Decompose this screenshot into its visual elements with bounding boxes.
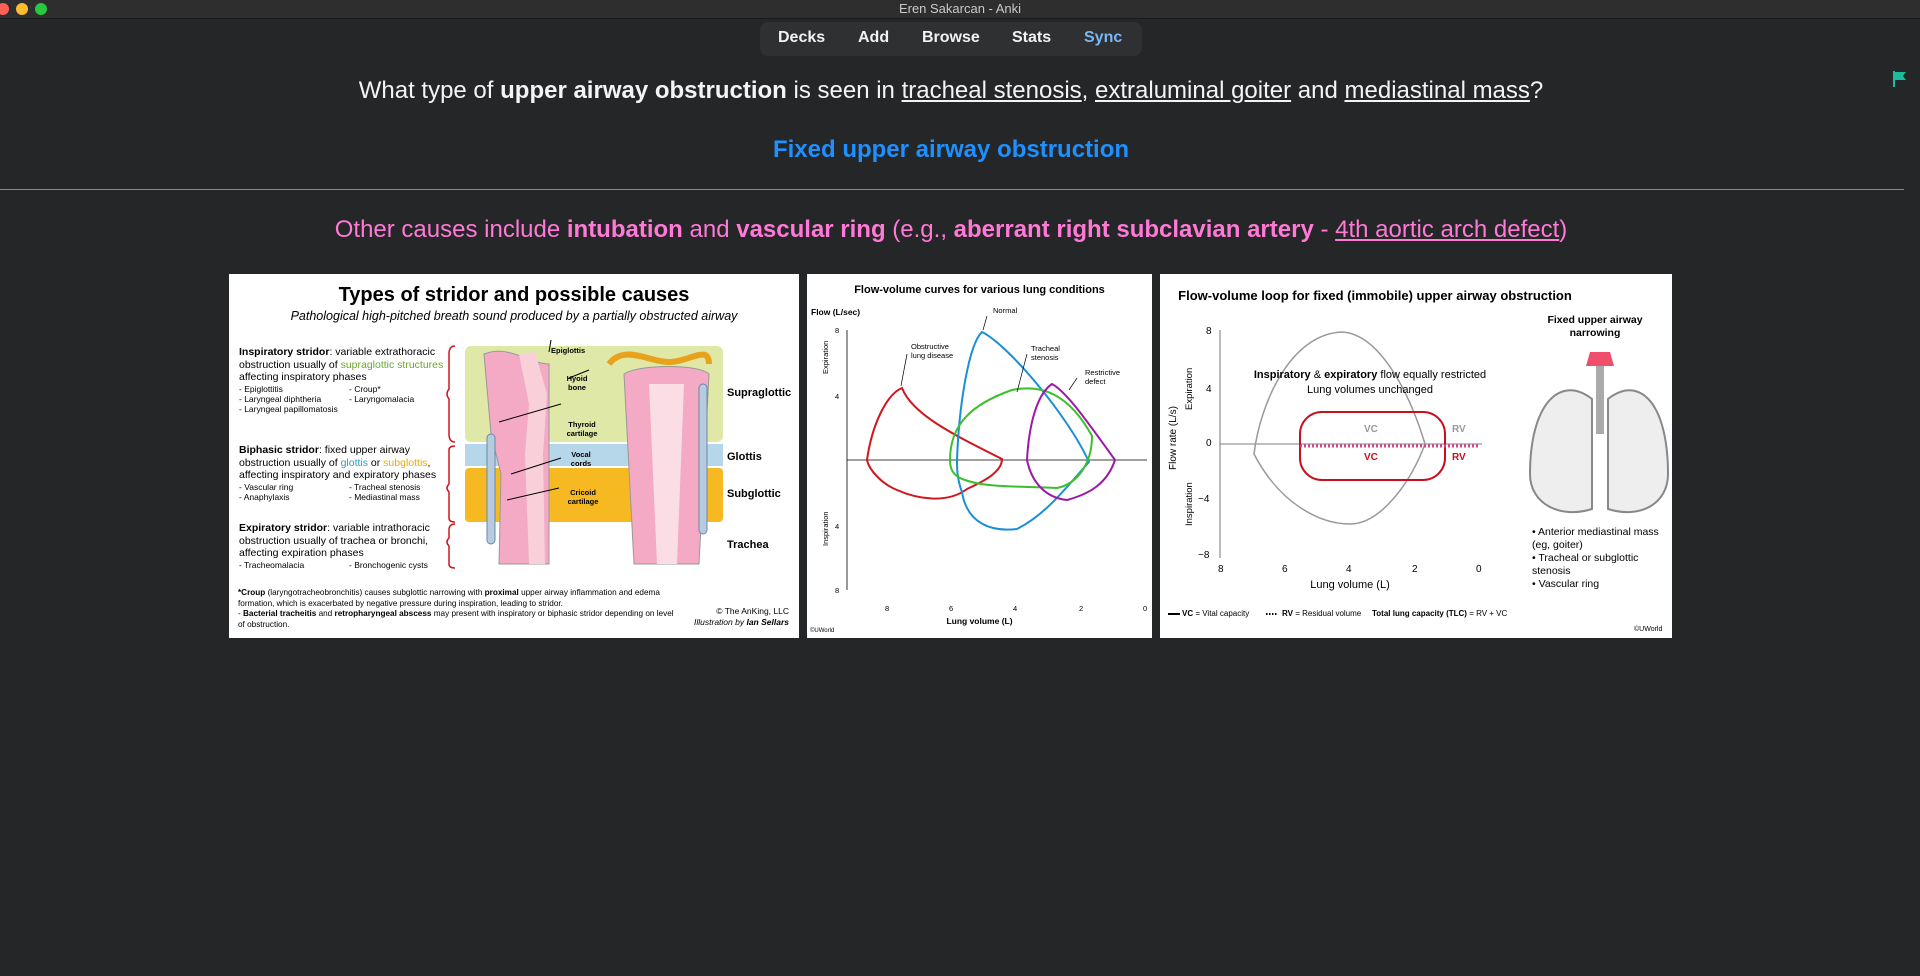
x-tick: 0: [1143, 604, 1148, 613]
cause-item: - Laryngomalacia: [349, 393, 415, 404]
inspiratory-text: : variable extrathoracic obstruction usually of: [239, 346, 436, 371]
window-title: Eren Sakarcan - Anki: [898, 1, 1022, 16]
extra-term: aberrant right subclavian artery: [953, 216, 1314, 243]
legend-rv: RV = Residual volume: [1282, 609, 1362, 618]
expiration-label: Expiration: [1184, 367, 1195, 410]
y-tick: 0: [1206, 438, 1212, 449]
y-tick: −8: [1198, 550, 1210, 561]
anatomy-label: Epiglottis: [551, 346, 586, 355]
footnote-term: Bacterial tracheitis: [243, 609, 317, 618]
biphasic-block: [239, 444, 454, 502]
x-tick: 4: [1346, 564, 1352, 575]
rv-red-label: RV: [1452, 452, 1466, 463]
x-tick: 8: [1218, 564, 1224, 575]
add-button[interactable]: Add: [858, 29, 890, 46]
region-label: Glottis: [727, 451, 762, 463]
question-term-mediastinal-mass: mediastinal mass: [1344, 77, 1530, 104]
expiration-label: Expiration: [821, 340, 830, 374]
y-tick: 8: [1206, 326, 1212, 337]
fixed-obstruction-figure: [1160, 274, 1672, 638]
stridor-title: Types of stridor and possible causes: [338, 284, 690, 306]
cause-item: - Croup*: [349, 383, 381, 394]
extra-text: ): [1559, 216, 1568, 243]
bullet-item: Vascular ring: [1538, 578, 1600, 590]
x-tick: 6: [1282, 564, 1288, 575]
question-term-tracheal-stenosis: tracheal stenosis: [901, 77, 1082, 104]
copyright: ©UWorld: [810, 628, 835, 634]
expiratory-text: : variable intrathoracic obstruction usually of trachea or bronchi, affecting expiration phases: [239, 522, 430, 559]
sync-button[interactable]: Sync: [1084, 29, 1123, 46]
rv-grey-label: RV: [1452, 424, 1466, 435]
y-tick: 4: [835, 522, 840, 531]
anatomy-label: Thyroid cartilage: [566, 420, 598, 438]
card-extra: [0, 216, 1902, 244]
footnote-term: retropharyngeal abscess: [334, 609, 432, 618]
window-titlebar: [0, 0, 1920, 19]
region-label: Supraglottic: [727, 387, 792, 399]
footnote-text: (laryngotracheobronchitis) causes subglottic narrowing with: [265, 588, 485, 597]
fixed-title: Flow-volume loop for fixed (immobile) upper airway obstruction: [1178, 288, 1572, 303]
inspiratory-heading: Inspiratory stridor: [239, 346, 330, 358]
biphasic-text: : fixed upper airway obstruction usually of: [239, 444, 410, 469]
y-tick: 8: [835, 586, 840, 595]
vc-grey-label: VC: [1364, 424, 1378, 435]
biphasic-causes: [239, 482, 454, 502]
copyright: ©UWorld: [1634, 626, 1663, 633]
y-axis-label: Flow rate (L/s): [1168, 406, 1179, 470]
stridor-subtitle: Pathological high-pitched breath sound produced by a partially obstructed airway: [290, 309, 738, 323]
extra-text: (e.g.,: [885, 216, 954, 243]
question-bold-term: upper airway obstruction: [500, 77, 787, 104]
main-toolbar: [760, 22, 1142, 56]
restrictive-label: Restrictive defect: [1085, 368, 1121, 386]
expiratory-causes: [239, 560, 454, 570]
stridor-footnote: [238, 588, 678, 630]
y-tick: 4: [1206, 384, 1212, 395]
x-tick: 6: [949, 604, 954, 613]
y-tick: −4: [1198, 494, 1210, 505]
cause-item: - Vascular ring: [239, 481, 294, 492]
x-tick: 4: [1013, 604, 1018, 613]
footnote-text: upper airway inflammation and edema formation, which is exacerbated by negative pressure during inspiration, leading to stridor.: [238, 588, 660, 608]
credit-line: Illustration by: [694, 617, 747, 627]
illustration-credit: [694, 606, 789, 628]
cause-item: - Laryngeal diphtheria: [239, 393, 322, 404]
expiratory-heading: Expiratory stridor: [239, 522, 328, 534]
bullet-item: Anterior mediastinal mass (eg, goiter): [1532, 526, 1659, 551]
inspiration-label: Inspiration: [821, 511, 830, 546]
glottis-term: glottis: [340, 456, 368, 469]
stats-button[interactable]: Stats: [1012, 29, 1052, 46]
question-text: What type of: [358, 77, 501, 104]
tracheal-stenosis-label: Tracheal stenosis: [1031, 344, 1060, 362]
curves-title: Flow-volume curves for various lung conditions: [854, 284, 1105, 296]
x-tick: 2: [1412, 564, 1418, 575]
subglottis-term: subglottis: [383, 456, 428, 469]
extra-text: and: [682, 216, 737, 243]
flow-volume-curves-figure: [807, 274, 1152, 638]
footnote-text: may present with inspiratory or biphasic stridor depending on level of obstruction.: [238, 609, 674, 629]
decks-button[interactable]: Decks: [778, 29, 826, 46]
question-term-extraluminal-goiter: extraluminal goiter: [1095, 77, 1292, 104]
cause-item: - Laryngeal papillomatosis: [239, 403, 338, 414]
question-text: is seen in: [786, 77, 902, 104]
biphasic-text: , affecting inspiratory and expiratory phases: [239, 456, 437, 481]
vc-red-label: VC: [1364, 452, 1378, 463]
stridor-figure: [229, 274, 799, 638]
footnote-text: and: [316, 609, 335, 618]
plot-annotation: Inspiratory & expiratory flow equally restricted: [1253, 369, 1487, 381]
cause-bullet-list: • Anterior mediastinal mass (eg, goiter) • Tracheal or subglottic stenosis • Vascular ring: [1532, 526, 1659, 590]
normal-label: Normal: [993, 306, 1018, 315]
biphasic-heading: Biphasic stridor: [239, 444, 319, 456]
legend-tlc: Total lung capacity (TLC) = RV + VC: [1372, 609, 1508, 618]
footnote-term: *Croup: [238, 588, 266, 597]
x-axis-label: Lung volume (L): [1310, 579, 1390, 591]
x-tick: 0: [1476, 564, 1482, 575]
x-tick: 2: [1079, 604, 1084, 613]
plot-annotation: Lung volumes unchanged: [1307, 384, 1433, 396]
expiratory-block: [239, 522, 454, 570]
question-text: ?: [1529, 77, 1544, 104]
credit-line: © The AnKing, LLC: [716, 606, 789, 616]
region-label: Trachea: [727, 539, 769, 551]
extra-term: intubation: [566, 216, 683, 243]
extra-text: Other causes include: [334, 216, 567, 243]
question-text: and: [1291, 77, 1345, 104]
inspiratory-causes: [239, 384, 454, 414]
cause-item: - Tracheomalacia: [239, 559, 305, 570]
cause-item: - Bronchogenic cysts: [349, 559, 428, 570]
anatomy-label: Vocal cords: [570, 450, 592, 468]
right-panel-title: Fixed upper airway narrowing: [1547, 314, 1643, 339]
y-axis-label: Flow (L/sec): [811, 307, 861, 317]
anatomy-label: Hyoid bone: [566, 374, 588, 392]
obstructive-label: Obstructive lung disease: [911, 342, 954, 360]
bullet-item: Tracheal or subglottic stenosis: [1532, 552, 1639, 577]
cause-item: - Anaphylaxis: [239, 491, 290, 502]
flow-volume-curves-plot: [807, 274, 1152, 638]
credit-author: Ian Sellars: [746, 617, 789, 627]
x-tick: 8: [885, 604, 890, 613]
inspiratory-text: affecting inspiratory phases: [239, 371, 367, 383]
answer-divider: [0, 189, 1904, 190]
region-label: Subglottic: [727, 488, 781, 500]
inspiratory-block: [239, 346, 454, 414]
cause-item: - Epiglottitis: [239, 383, 283, 394]
biphasic-text: or: [368, 456, 384, 469]
card-question: [0, 77, 1902, 105]
cause-item: - Tracheal stenosis: [349, 481, 421, 492]
extra-text: -: [1313, 216, 1336, 243]
y-tick: 8: [835, 326, 840, 335]
footnote-text: -: [238, 609, 244, 618]
cause-item: - Mediastinal mass: [349, 491, 420, 502]
x-axis-label: Lung volume (L): [946, 616, 1013, 626]
inspiration-label: Inspiration: [1184, 482, 1195, 526]
footnote-term: proximal: [484, 588, 519, 597]
extra-underlined-term: 4th aortic arch defect: [1335, 216, 1560, 243]
anatomy-label: Cricoid cartilage: [567, 488, 599, 506]
y-tick: 4: [835, 392, 840, 401]
card-answer: Fixed upper airway obstruction: [772, 136, 1130, 163]
extra-term: vascular ring: [736, 216, 886, 243]
legend-vc: VC = Vital capacity: [1182, 609, 1250, 618]
supraglottic-term: supraglottic structures: [340, 358, 444, 371]
question-text: ,: [1081, 77, 1096, 104]
lungs-illustration: [1530, 352, 1668, 512]
browse-button[interactable]: Browse: [922, 29, 980, 46]
